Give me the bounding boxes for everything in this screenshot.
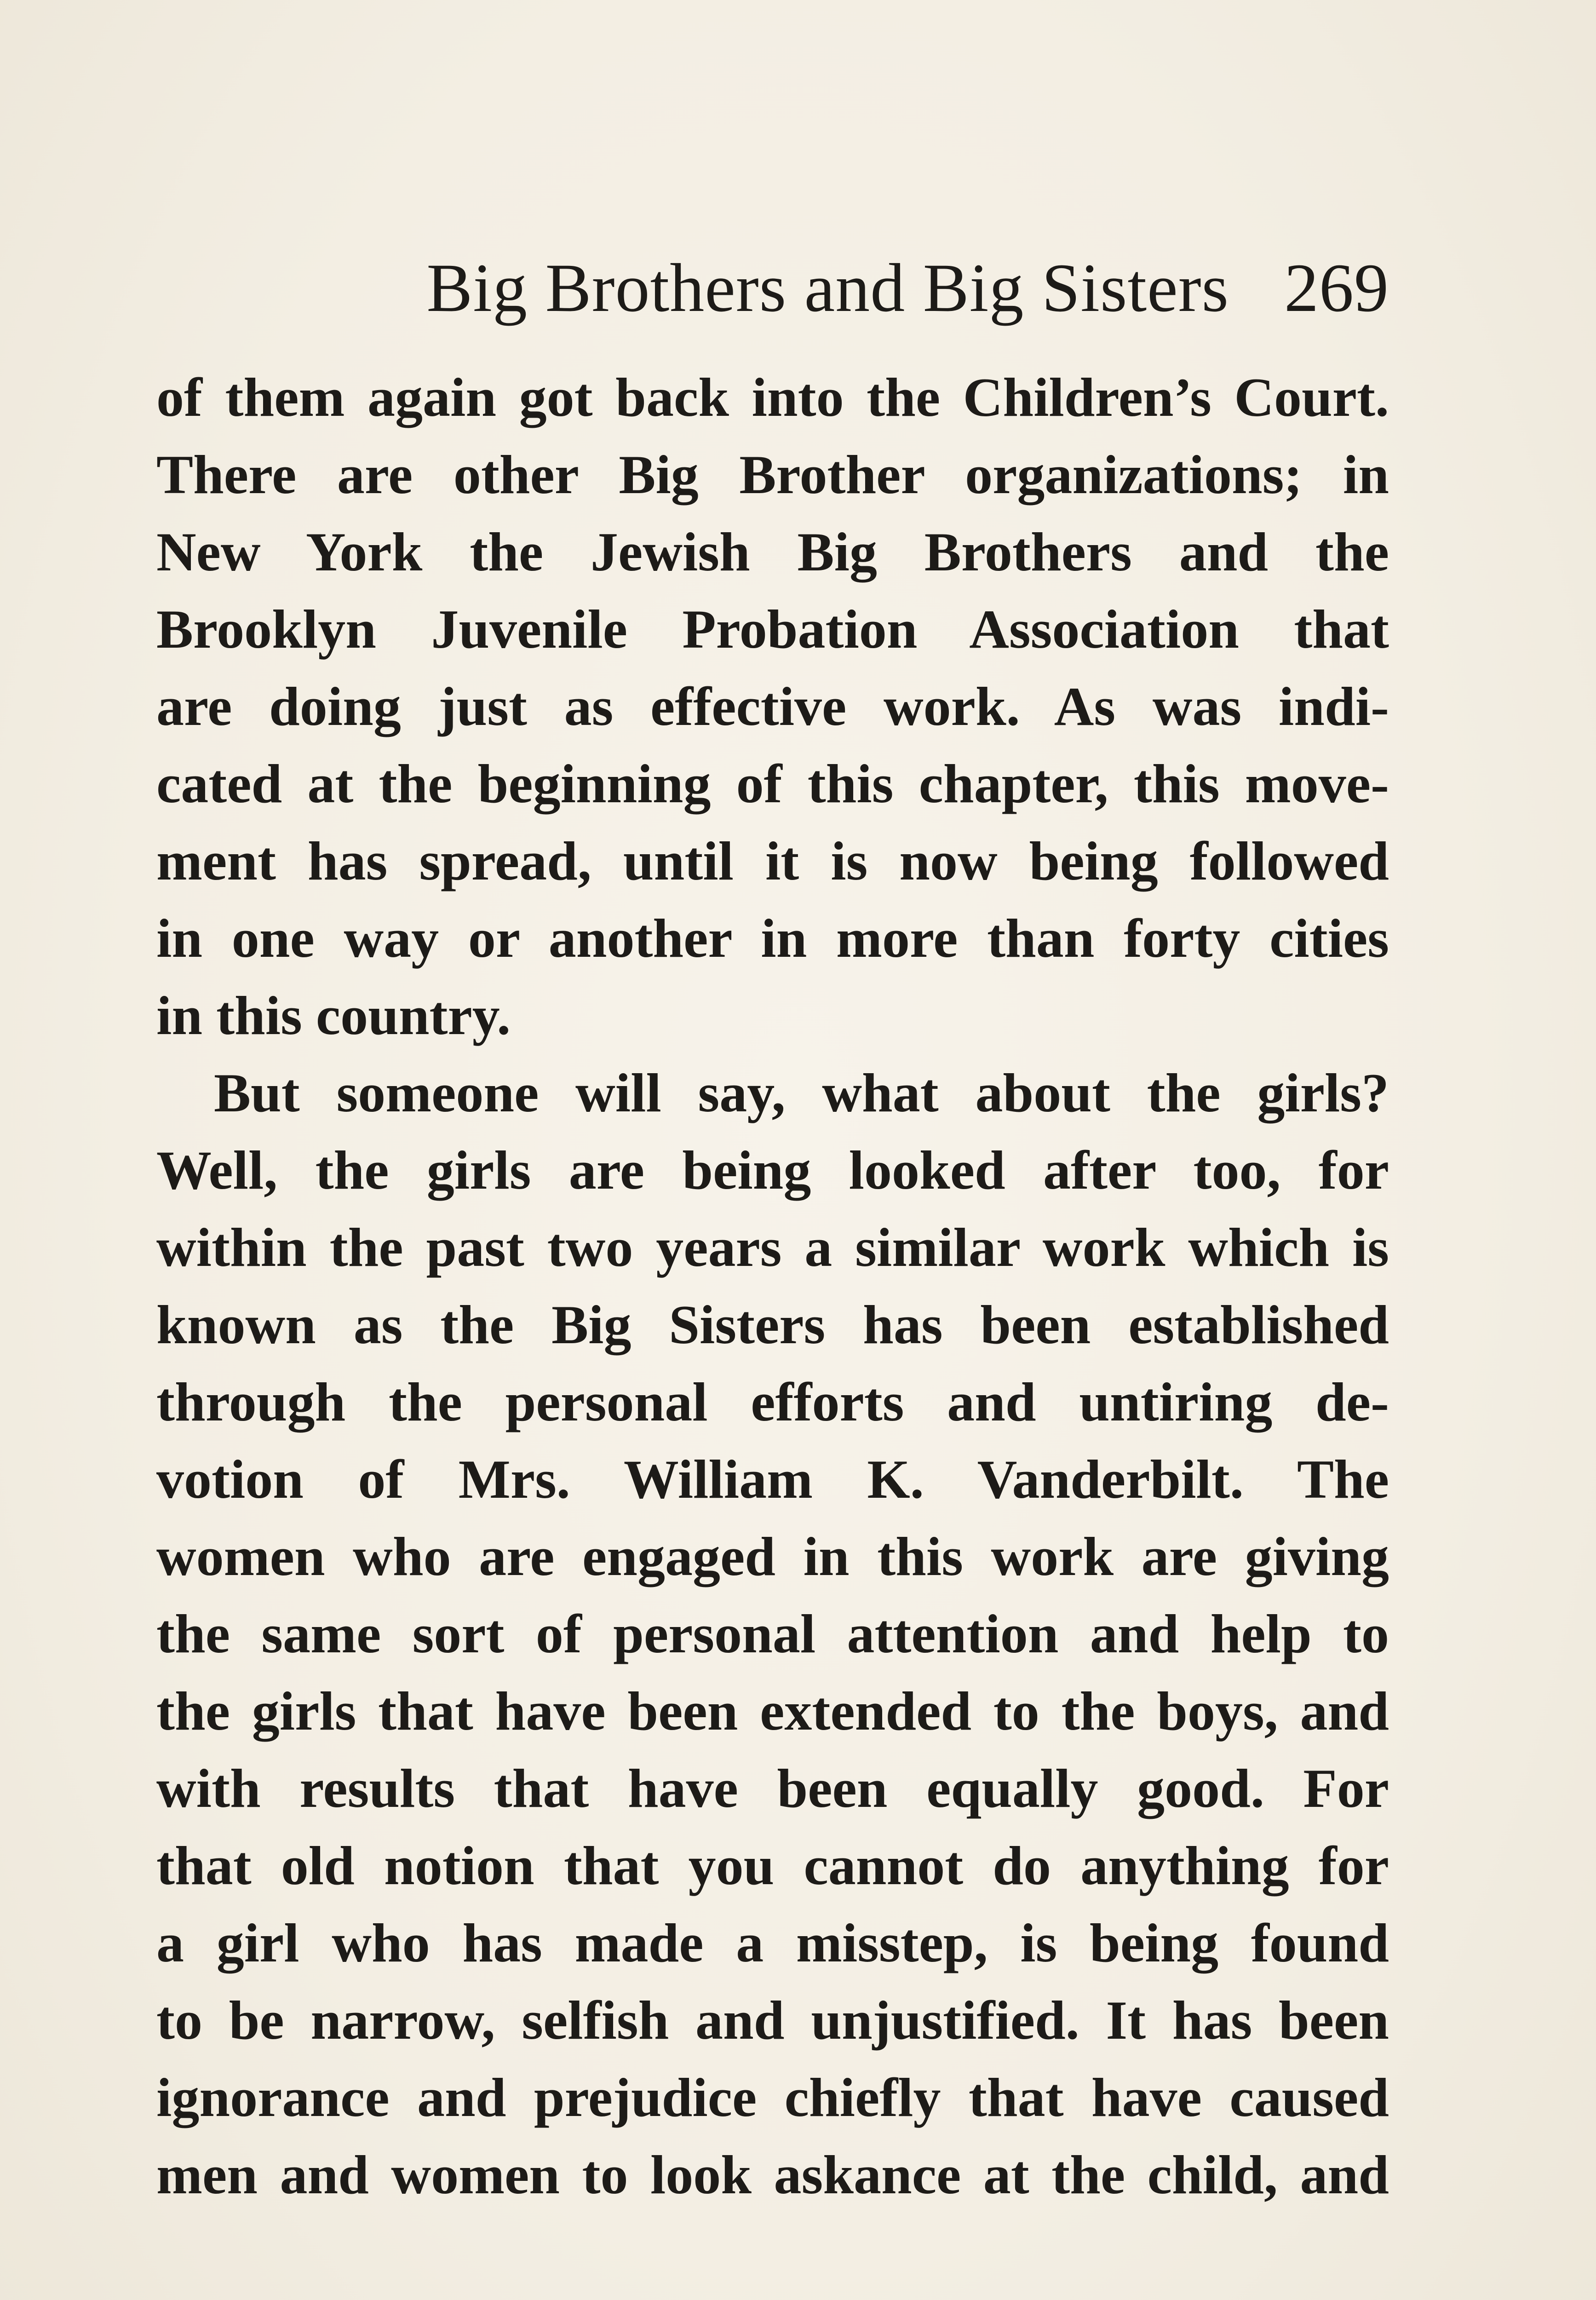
- text-line: within the past two years a similar work which is: [156, 1217, 1389, 1278]
- text-line: men and women to look askance at the child, and: [156, 2144, 1389, 2205]
- text-line: votion of Mrs. William K. Vanderbilt. The: [156, 1449, 1389, 1510]
- text-line: cated at the beginning of this chapter, this move-: [156, 753, 1389, 814]
- page-number: 269: [1284, 250, 1389, 326]
- text-line: that old notion that you cannot do anything for: [156, 1835, 1389, 1896]
- running-title: Big Brothers and Big Sisters: [426, 250, 1229, 326]
- text-line: with results that have been equally good. For: [156, 1758, 1389, 1819]
- text-line: ment has spread, until it is now being followed: [156, 830, 1389, 891]
- text-line: the girls that have been extended to the boys, and: [156, 1680, 1389, 1742]
- text-line: Brooklyn Juvenile Probation Association that: [156, 598, 1389, 660]
- text-line: But someone will say, what about the girls?: [214, 1062, 1389, 1123]
- text-line: to be narrow, selfish and unjustified. It has been: [156, 1990, 1389, 2051]
- text-line: women who are engaged in this work are giving: [156, 1526, 1389, 1587]
- text-line: a girl who has made a misstep, is being found: [156, 1912, 1389, 1973]
- body-text: [156, 359, 1389, 2214]
- text-line: New York the Jewish Big Brothers and the: [156, 521, 1389, 582]
- text-line: ignorance and prejudice chiefly that have caused: [156, 2067, 1389, 2128]
- running-head: [156, 248, 1389, 340]
- text-line: the same sort of personal attention and help to: [156, 1603, 1389, 1664]
- text-line: in one way or another in more than forty cities: [156, 908, 1389, 969]
- text-line: There are other Big Brother organizations; in: [156, 444, 1389, 505]
- text-line: Well, the girls are being looked after too, for: [156, 1139, 1389, 1201]
- text-line: through the personal efforts and untiring de-: [156, 1371, 1389, 1432]
- text-line: known as the Big Sisters has been established: [156, 1294, 1389, 1355]
- text-line: of them again got back into the Children’s Court.: [156, 367, 1389, 428]
- text-line: are doing just as effective work. As was indi-: [156, 676, 1389, 737]
- text-line: in this country.: [156, 985, 511, 1046]
